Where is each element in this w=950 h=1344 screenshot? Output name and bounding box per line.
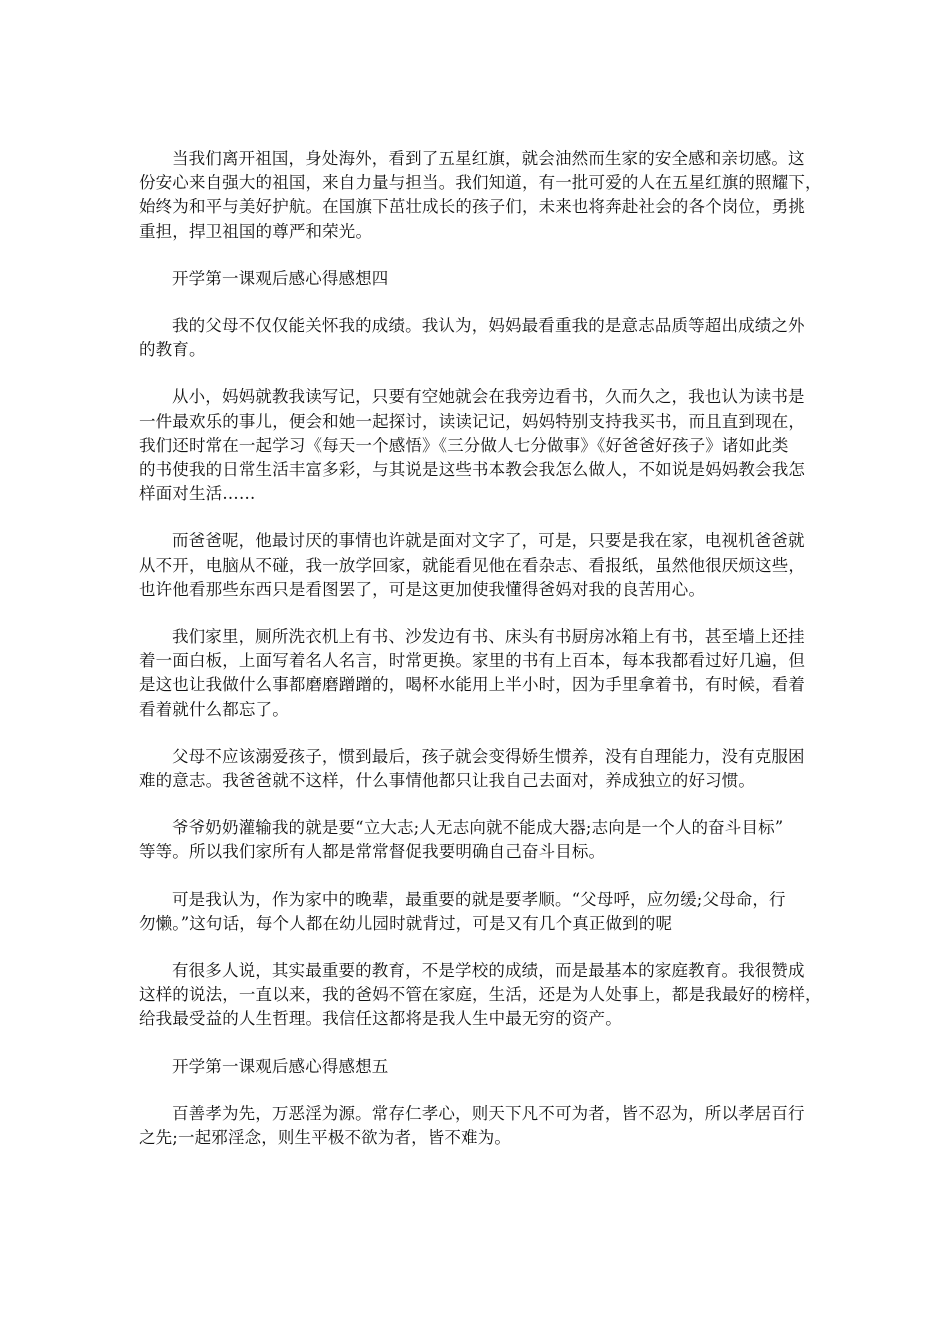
- text-line: 着一面白板，上面写着名人名言，时常更换。家里的书有上百本，每本我都看过好几遍，但: [139, 651, 805, 671]
- text-line: 勿懒。”这句话，每个人都在幼儿园时就背过，可是又有几个真正做到的呢: [139, 913, 673, 933]
- text-line: 是这也让我做什么事都磨磨蹭蹭的，喝杯水能用上半小时，因为手里拿着书，有时候，看着: [139, 675, 805, 695]
- text-line: 我的父母不仅仅能关怀我的成绩。我认为，妈妈最看重我的是意志品质等超出成绩之外: [172, 316, 805, 336]
- text-line: 从小，妈妈就教我读写记，只要有空她就会在我旁边看书，久而久之，我也认为读书是: [172, 387, 805, 407]
- text-line: 百善孝为先，万恶淫为源。常存仁孝心，则天下凡不可为者，皆不忍为，所以孝居百行: [172, 1103, 805, 1123]
- text-line: 而爸爸呢，他最讨厌的事情也许就是面对文字了，可是，只要是我在家，电视机爸爸就: [172, 531, 805, 551]
- text-line: 一件最欢乐的事儿，便会和她一起探讨，读读记记，妈妈特别支持我买书，而且直到现在，: [139, 411, 805, 431]
- text-line: 给我最受益的人生哲理。我信任这都将是我人生中最无穷的资产。: [139, 1009, 622, 1029]
- paragraph: [139, 314, 815, 362]
- text-line: 开学第一课观后感心得感想五: [172, 1056, 389, 1076]
- text-line: 当我们离开祖国，身处海外，看到了五星红旗，就会油然而生家的安全感和亲切感。这: [172, 149, 805, 168]
- text-line: 可是我认为，作为家中的晚辈，最重要的就是要孝顺。“父母呼，应勿缓;父母命，行: [172, 889, 786, 909]
- paragraph: [139, 385, 815, 506]
- text-line: 父母不应该溺爱孩子，惯到最后，孩子就会变得娇生惯养，没有自理能力，没有克服困: [172, 746, 805, 766]
- section-heading: [139, 267, 815, 291]
- text-line: 有很多人说，其实最重要的教育，不是学校的成绩，而是最基本的家庭教育。我很赞成: [172, 961, 805, 981]
- paragraph: [139, 625, 815, 722]
- paragraph: [139, 147, 822, 244]
- paragraph: [139, 529, 815, 602]
- text-line: 也许他看那些东西只是看图罢了，可是这更加使我懂得爸妈对我的良苦用心。: [139, 579, 706, 599]
- text-line: 看着就什么都忘了。: [139, 699, 289, 719]
- paragraph: [139, 888, 815, 936]
- text-line: 之先;一起邪淫念，则生平极不欲为者，皆不难为。: [139, 1128, 512, 1148]
- text-line: 始终为和平与美好护航。在国旗下茁壮成长的孩子们，未来也将奔赴社会的各个岗位，勇挑: [139, 197, 805, 217]
- paragraph: [139, 816, 815, 864]
- text-line: 重担，捍卫祖国的尊严和荣光。: [139, 221, 373, 241]
- text-line: 开学第一课观后感心得感想四: [172, 268, 389, 288]
- text-line: 难的意志。我爸爸就不这样，什么事情他都只让我自己去面对，养成独立的好习惯。: [139, 771, 756, 791]
- text-line: 我们还时常在一起学习《每天一个感悟》《三分做人七分做事》《好爸爸好孩子》诸如此类: [139, 435, 789, 455]
- text-line: 样面对生活……: [139, 484, 256, 504]
- text-line: 的书使我的日常生活丰富多彩，与其说是这些书本教会我怎么做人，不如说是妈妈教会我怎: [139, 460, 805, 480]
- paragraph: [139, 959, 822, 1032]
- text-line: 爷爷奶奶灌输我的就是要“立大志;人无志向就不能成大器;志向是一个人的奋斗目标”: [172, 818, 784, 838]
- document-body: [139, 147, 822, 1173]
- paragraph: [139, 745, 815, 793]
- text-line: 的教育。: [139, 340, 206, 360]
- section-heading: [139, 1055, 815, 1079]
- paragraph: [139, 1102, 815, 1150]
- text-line: 份安心来自强大的祖国，来自力量与担当。我们知道，有一批可爱的人在五星红旗的照耀下，: [139, 173, 822, 193]
- text-line: 这样的说法，一直以来，我的爸妈不管在家庭，生活，还是为人处事上，都是我最好的榜样，: [139, 985, 822, 1005]
- text-line: 等等。所以我们家所有人都是常常督促我要明确自己奋斗目标。: [139, 842, 606, 862]
- text-line: 从不开，电脑从不碰，我一放学回家，就能看见他在看杂志、看报纸，虽然他很厌烦这些，: [139, 555, 805, 575]
- text-line: 我们家里，厕所洗衣机上有书、沙发边有书、床头有书厨房冰箱上有书，甚至墙上还挂: [172, 627, 805, 647]
